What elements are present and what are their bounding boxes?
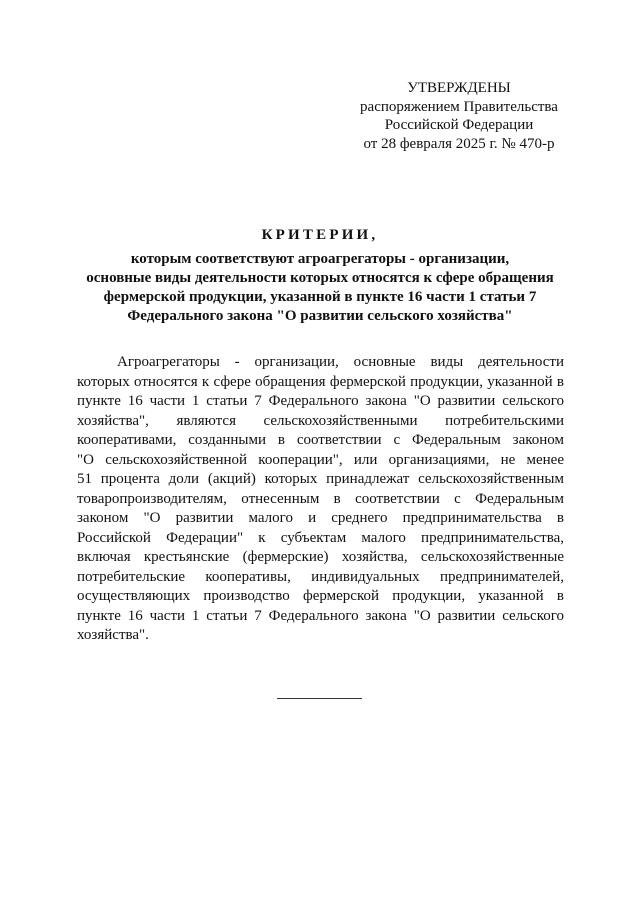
document-subtitle (60, 250, 580, 326)
body-line: хозяйства". (77, 627, 149, 643)
body-line: Агроагрегаторы - организации, основные виды деятельности (117, 354, 564, 370)
body-line: которых относятся к сфере обращения фермерской продукции, указанной в (77, 373, 564, 390)
approval-line: Российской Федерации (384, 117, 534, 133)
document-heading (60, 225, 580, 326)
subtitle-line: фермерской продукции, указанной в пункте 16 части 1 статьи 7 (103, 289, 537, 305)
approval-stamp (350, 79, 568, 153)
body-line: хозяйства", являются сельскохозяйственными потребительскими (77, 412, 564, 429)
subtitle-line: основные виды деятельности которых относятся к сфере обращения (86, 270, 554, 286)
body-line: пункте 16 части 1 статьи 7 Федерального закона "О развитии сельского (77, 393, 564, 409)
subtitle-line: которым соответствуют агроагрегаторы - организации, (130, 251, 510, 267)
body-line: потребительские кооперативы, индивидуальных предпринимателей, (77, 568, 564, 585)
body-paragraph (77, 353, 564, 646)
approval-line: распоряжением Правительства (360, 98, 558, 115)
body-line: законом "О развитии малого и среднего предпринимательства в (77, 510, 564, 526)
body-line: "О сельскохозяйственной кооперации", или организациями, не менее (77, 451, 564, 468)
approval-heading: УТВЕРЖДЕНЫ (407, 80, 511, 96)
body-line: товаропроизводителям, отнесенным в соответствии с Федеральным (77, 490, 564, 507)
body-line: пункте 16 части 1 статьи 7 Федерального закона "О развитии сельского (77, 607, 564, 624)
body-line: кооперативами, созданными в соответствии с Федеральным законом (77, 432, 564, 448)
subtitle-line: Федерального закона "О развитии сельского хозяйства" (127, 308, 513, 324)
body-line: включая крестьянские (фермерские) хозяйства, сельскохозяйственные (77, 549, 564, 565)
approval-date-line: от 28 февраля 2025 г. № 470-р (363, 135, 555, 152)
body-line: Российской Федерации" к субъектам малого предпринимательства, (77, 529, 564, 546)
document-title: КРИТЕРИИ, (261, 227, 379, 243)
body-line: осуществляющих производство фермерской продукции, указанной в (77, 588, 564, 604)
body-line: 51 процента доли (акций) которых принадлежат сельскохозяйственным (77, 471, 564, 487)
end-divider (277, 698, 362, 699)
